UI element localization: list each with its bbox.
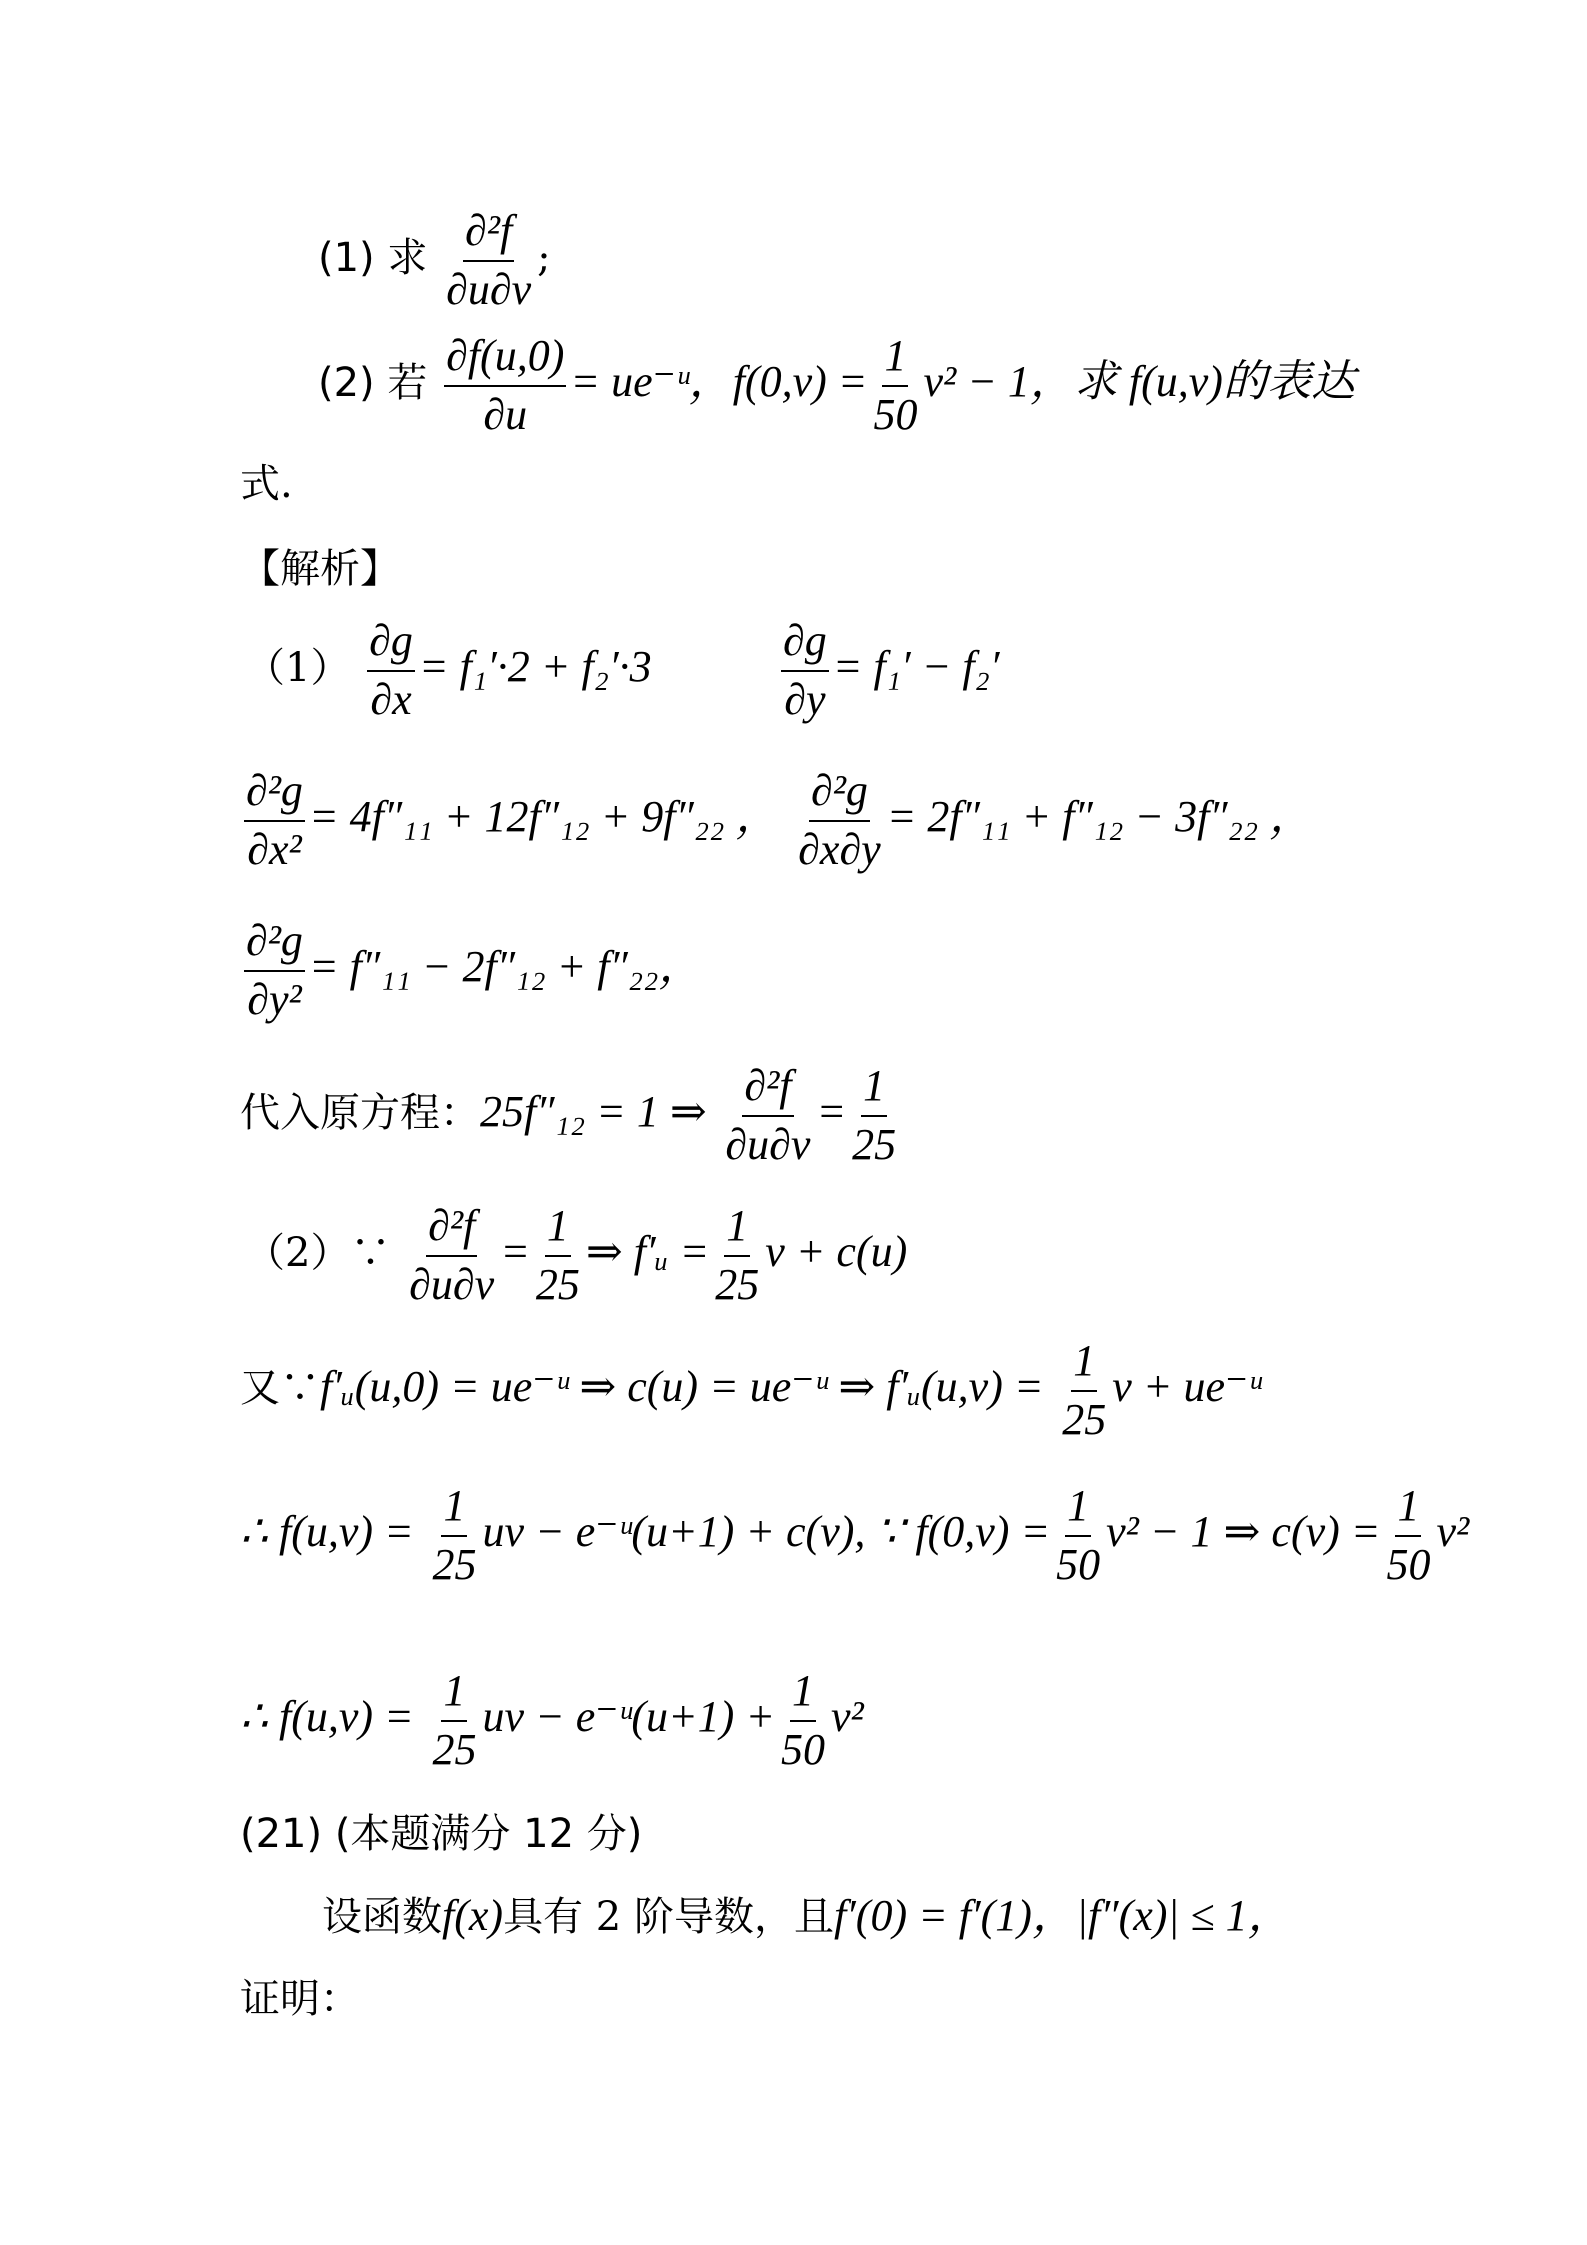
part1-fraction: $\frac{\text{∂²f}}{\partial u\partial v}$ [446,206,532,314]
solution-first-derivatives: （1） $\frac{\partial g}{\partial x}$ = f₁′·2 + f₂′·3 $\frac{\partial g}{\partial y}$ = f₁′ − f₂′ [245,616,1000,724]
solution-heading: 【解析】 [240,546,400,592]
solution-part2-step3: ∴ f(u,v) = $\frac{1}{25}$ uv − e⁻ᵘ(u+1) + c(v), ∵ f(0,v) = $\frac{1}{50}$ v² − 1 ⇒ c(v) = $\frac{1}{50}$ v² [240,1481,1470,1589]
part2-label: (2) 若 [318,359,428,406]
part2-fraction: $\frac{\partial f(u,0)}{\partial u}$ [446,331,565,439]
solution-part2-step2: 又∵f′ᵤ(u,0) = ue⁻ᵘ ⇒ c(u) = ue⁻ᵘ ⇒ f′ᵤ(u,v) = $\frac{1}{25}$ v + ue⁻ᵘ [240,1336,1262,1444]
solution-substitution: 代入原方程：25f″₁₂ = 1 ⇒ $\frac{\text{∂²f}}{\partial u\partial v}$ = $\frac{1}{25}$ [240,1061,897,1169]
problem21-header: (21) (本题满分 12 分) [240,1811,643,1857]
problem-part1: (1) 求 $\frac{\text{∂²f}}{\partial u\partial v}$ ; [318,205,551,317]
part1-label: (1) 求 [318,234,428,281]
solution-second-derivatives-1: $\frac{\text{∂²g}}{\text{∂x²}}$ = 4f″₁₁ + 12f″₁₂ + 9f″₂₂ ， $\frac{\text{∂²g}}{\partial x\partial y}$ = 2f″₁₁ + f″₁₂ − 3f″₂₂ ， [246,766,1314,874]
problem21-prove: 证明： [240,1976,360,2022]
solution-second-derivatives-2: $\frac{\text{∂²g}}{\text{∂y²}}$ = f″₁₁ − 2f″₁₂ + f″₂₂， [246,916,703,1024]
solution-final-answer: ∴ f(u,v) = $\frac{1}{25}$ uv − e⁻ᵘ(u+1) + $\frac{1}{50}$ v² [240,1666,864,1774]
problem-part2: (2) 若 $\frac{\partial f(u,0)}{\partial u}$ = ue⁻ᵘ，f(0,v) = $\frac{1}{50}$ v² − 1，求 f(u,v)的表达 [318,330,1355,442]
part2-continuation: 式. [240,461,293,507]
problem21-statement: 设函数f(x)具有 2 阶导数，且f′(0) = f′(1)，|f″(x)| ≤ 1， [322,1891,1292,1940]
solution-part2-step1: （2）∵ $\frac{\text{∂²f}}{\partial u\partial v}$ = $\frac{1}{25}$ ⇒ f′ᵤ = $\frac{1}{25}$ v + c(u) [245,1201,908,1309]
